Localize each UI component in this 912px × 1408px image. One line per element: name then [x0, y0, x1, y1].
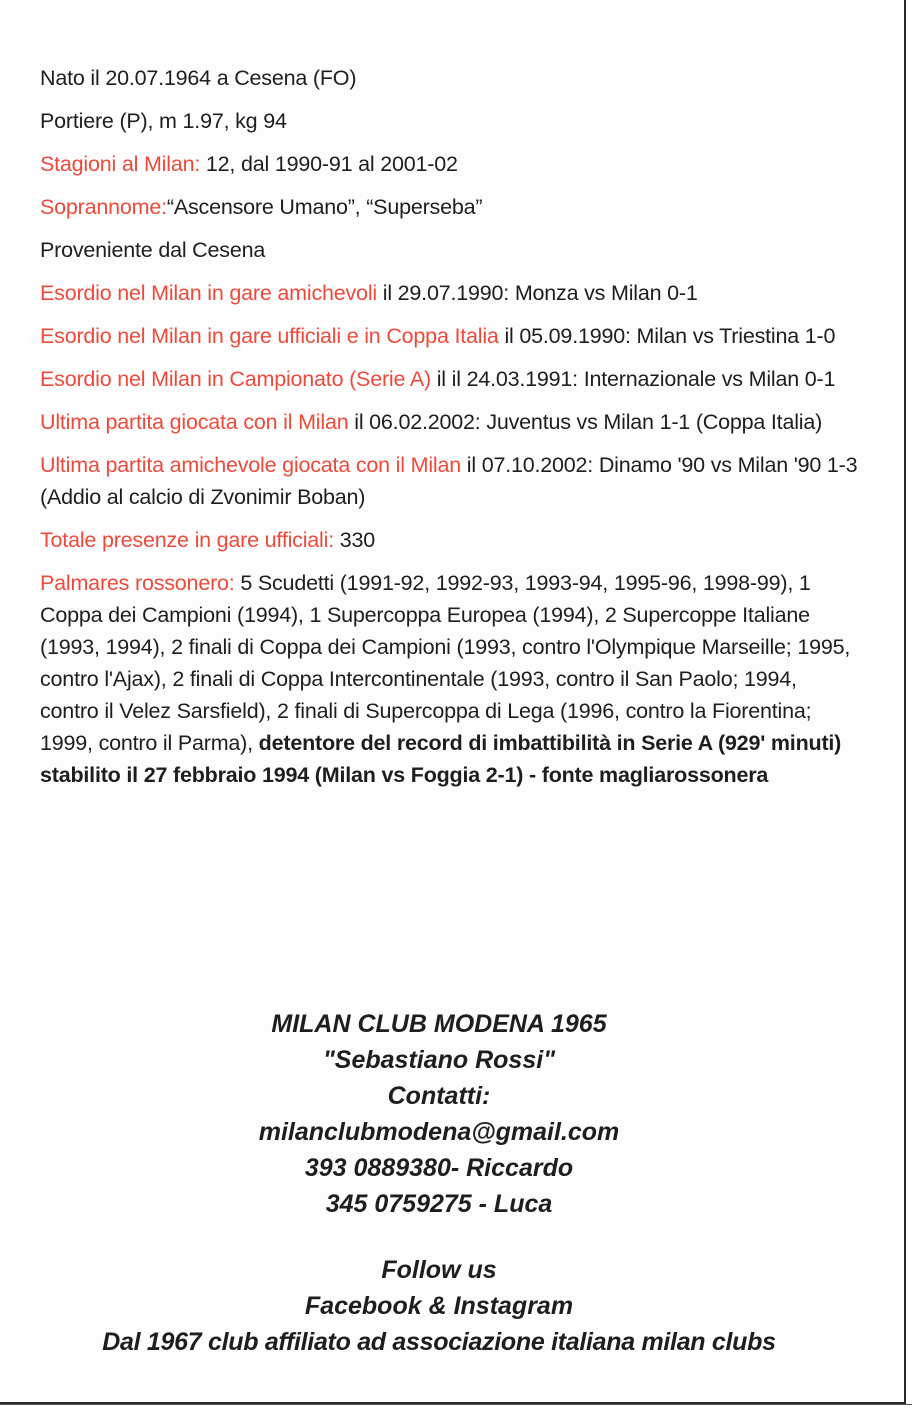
phone-luca: 345 0759275 - Luca	[325, 1190, 553, 1218]
last-friendly-info: Ultima partita amichevole giocata con il Milan il 07.10.2002: Dinamo '90 vs Milan '90 1-3 (Addio al calcio di Zvonimir Boban)	[40, 453, 858, 509]
follow-us: Follow us	[381, 1256, 497, 1284]
role-info: Portiere (P), m 1.97, kg 94	[40, 109, 287, 133]
palmares-info: Palmares rossonero: 5 Scudetti (1991-92, 1992-93, 1993-94, 1995-96, 1998-99), 1 Coppa dei Campioni (1994), 1 Supercoppa Europea (1994), 2 Supercoppe Italiane (1993, 1994), 2 finali di Coppa dei Campioni (1993, contro l'Olympique Marseille; 1995, contro l'Ajax), 2 finali di Coppa Intercontinentale (1993, contro il San Paolo; 1994, contro il Velez Sarsfield), 2 finali di Supercoppa di Lega (1996, contro la Fiorentina; 1999, contro il Parma), detentore del record di imbattibilità in Serie A (929' minuti) stabilito il 27 febbraio 1994 (Milan vs Foggia 2-1) - fonte magliarossonera	[40, 571, 851, 787]
bottom-divider	[0, 1404, 912, 1405]
spacer	[0, 1222, 878, 1252]
social-networks: Facebook & Instagram	[304, 1292, 574, 1320]
debut-official-info: Esordio nel Milan in gare ufficiali e in Coppa Italia il 05.09.1990: Milan vs Triestina 1-0	[40, 324, 836, 348]
last-match-info: Ultima partita giocata con il Milan il 06.02.2002: Juventus vs Milan 1-1 (Coppa Italia)	[40, 410, 823, 434]
club-contact-block	[0, 1006, 878, 1360]
club-dedication: "Sebastiano Rossi"	[322, 1046, 556, 1074]
total-appearances-info: Totale presenze in gare ufficiali: 330	[40, 528, 376, 552]
seasons-info: Stagioni al Milan: 12, dal 1990-91 al 2001-02	[40, 152, 458, 176]
club-name: MILAN CLUB MODENA 1965	[271, 1010, 607, 1038]
phone-riccardo: 393 0889380- Riccardo	[304, 1154, 574, 1182]
record-note: detentore del record di imbattibilità in Serie A (929' minuti) stabilito il 27 febbraio 1994 (Milan vs Foggia 2-1) - fonte magliarossonera	[40, 731, 842, 787]
birth-info: Nato il 20.07.1964 a Cesena (FO)	[40, 66, 357, 90]
debut-friendly-info: Esordio nel Milan in gare amichevoli il 29.07.1990: Monza vs Milan 0-1	[40, 281, 698, 305]
nickname-info: Soprannome:“Ascensore Umano”, “Superseba”	[40, 195, 483, 219]
origin-club-info: Proveniente dal Cesena	[40, 238, 266, 262]
contacts-heading: Contatti:	[387, 1082, 491, 1110]
player-facts	[40, 62, 860, 802]
debut-league-info: Esordio nel Milan in Campionato (Serie A) il il 24.03.1991: Internazionale vs Milan 0-1	[40, 367, 836, 391]
affiliation-note: Dal 1967 club affiliato ad associazione italiana milan clubs	[102, 1328, 776, 1356]
club-email: milanclubmodena@gmail.com	[258, 1118, 620, 1146]
